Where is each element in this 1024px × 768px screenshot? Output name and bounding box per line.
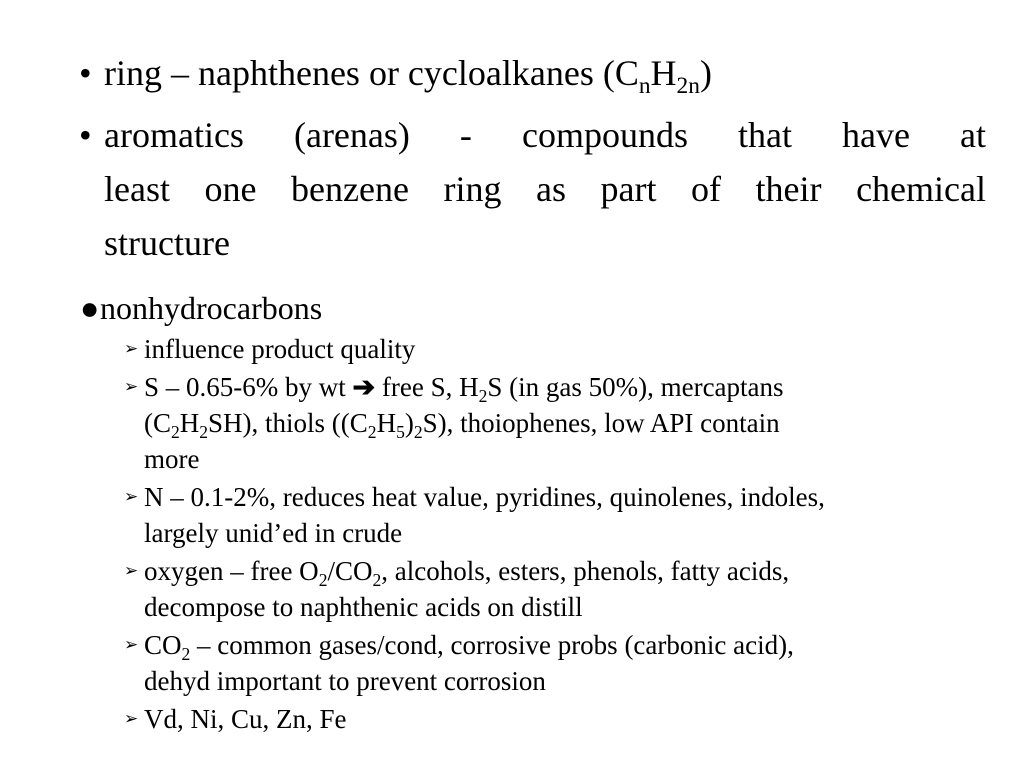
arrowhead-bullet-icon: ➢ [124, 339, 139, 358]
right-arrow-icon: ➔ [352, 372, 376, 402]
nonhydrocarbons-label: nonhydrocarbons [100, 290, 323, 326]
bullet-dot: • [79, 53, 92, 93]
bullet-aromatics [79, 108, 999, 268]
list-item-co2 [124, 627, 1014, 699]
metals-text: Vd, Ni, Cu, Zn, Fe [144, 704, 347, 734]
oxygen-line-2: decompose to naphthenic acids on distill [144, 592, 583, 622]
nitrogen-line-1: N – 0.1-2%, reduces heat value, pyridines, quinolenes, indoles, [144, 482, 825, 512]
aromatics-line-2: least one benzene ring as part of their chemical [104, 169, 986, 209]
bullet-ring [79, 46, 999, 106]
bullet-ring-text: ring – naphthenes or cycloalkanes $(C_nH_{2n})$ [104, 53, 712, 100]
aromatics-line-3: structure [104, 223, 230, 263]
arrowhead-bullet-icon: ➢ [124, 635, 139, 654]
nonhydrocarbons-heading [80, 286, 322, 330]
arrowhead-bullet-icon: ➢ [124, 561, 139, 580]
nonhydrocarbons-list [124, 331, 1014, 737]
co2-line-2: dehyd important to prevent corrosion [144, 666, 546, 696]
arrowhead-bullet-icon: ➢ [124, 709, 139, 728]
filled-circle-bullet: ● [80, 290, 100, 326]
sulfur-line-1: S – 0.65-6% by wt ➔ free S, $H_2S$ (in gas 50%), mercaptans [144, 372, 784, 407]
sulfur-line-2: $(C_2H_2SH)$, thiols $((C_2H_5)_2S)$, thoiophenes, low API contain [144, 408, 780, 443]
oxygen-line-1: oxygen – free $O_2/CO_2$, alcohols, esters, phenols, fatty acids, [144, 556, 790, 591]
sulfur-line-3: more [144, 444, 200, 474]
co2-line-1: $CO_2$ – common gases/cond, corrosive probs (carbonic acid), [144, 630, 794, 665]
nitrogen-line-2: largely unid’ed in crude [144, 518, 403, 548]
list-item-oxygen [124, 553, 1014, 625]
list-item-influence [124, 331, 1014, 367]
aromatics-line-1: aromatics (arenas) - compounds that have at [104, 115, 986, 155]
list-item-nitrogen [124, 479, 1014, 551]
influence-text: influence product quality [144, 334, 416, 364]
list-item-sulfur [124, 369, 1014, 477]
list-item-metals [124, 701, 1014, 737]
arrowhead-bullet-icon: ➢ [124, 487, 139, 506]
bullet-dot: • [79, 115, 92, 155]
arrowhead-bullet-icon: ➢ [124, 377, 139, 396]
bullet-aromatics-text [104, 108, 986, 270]
